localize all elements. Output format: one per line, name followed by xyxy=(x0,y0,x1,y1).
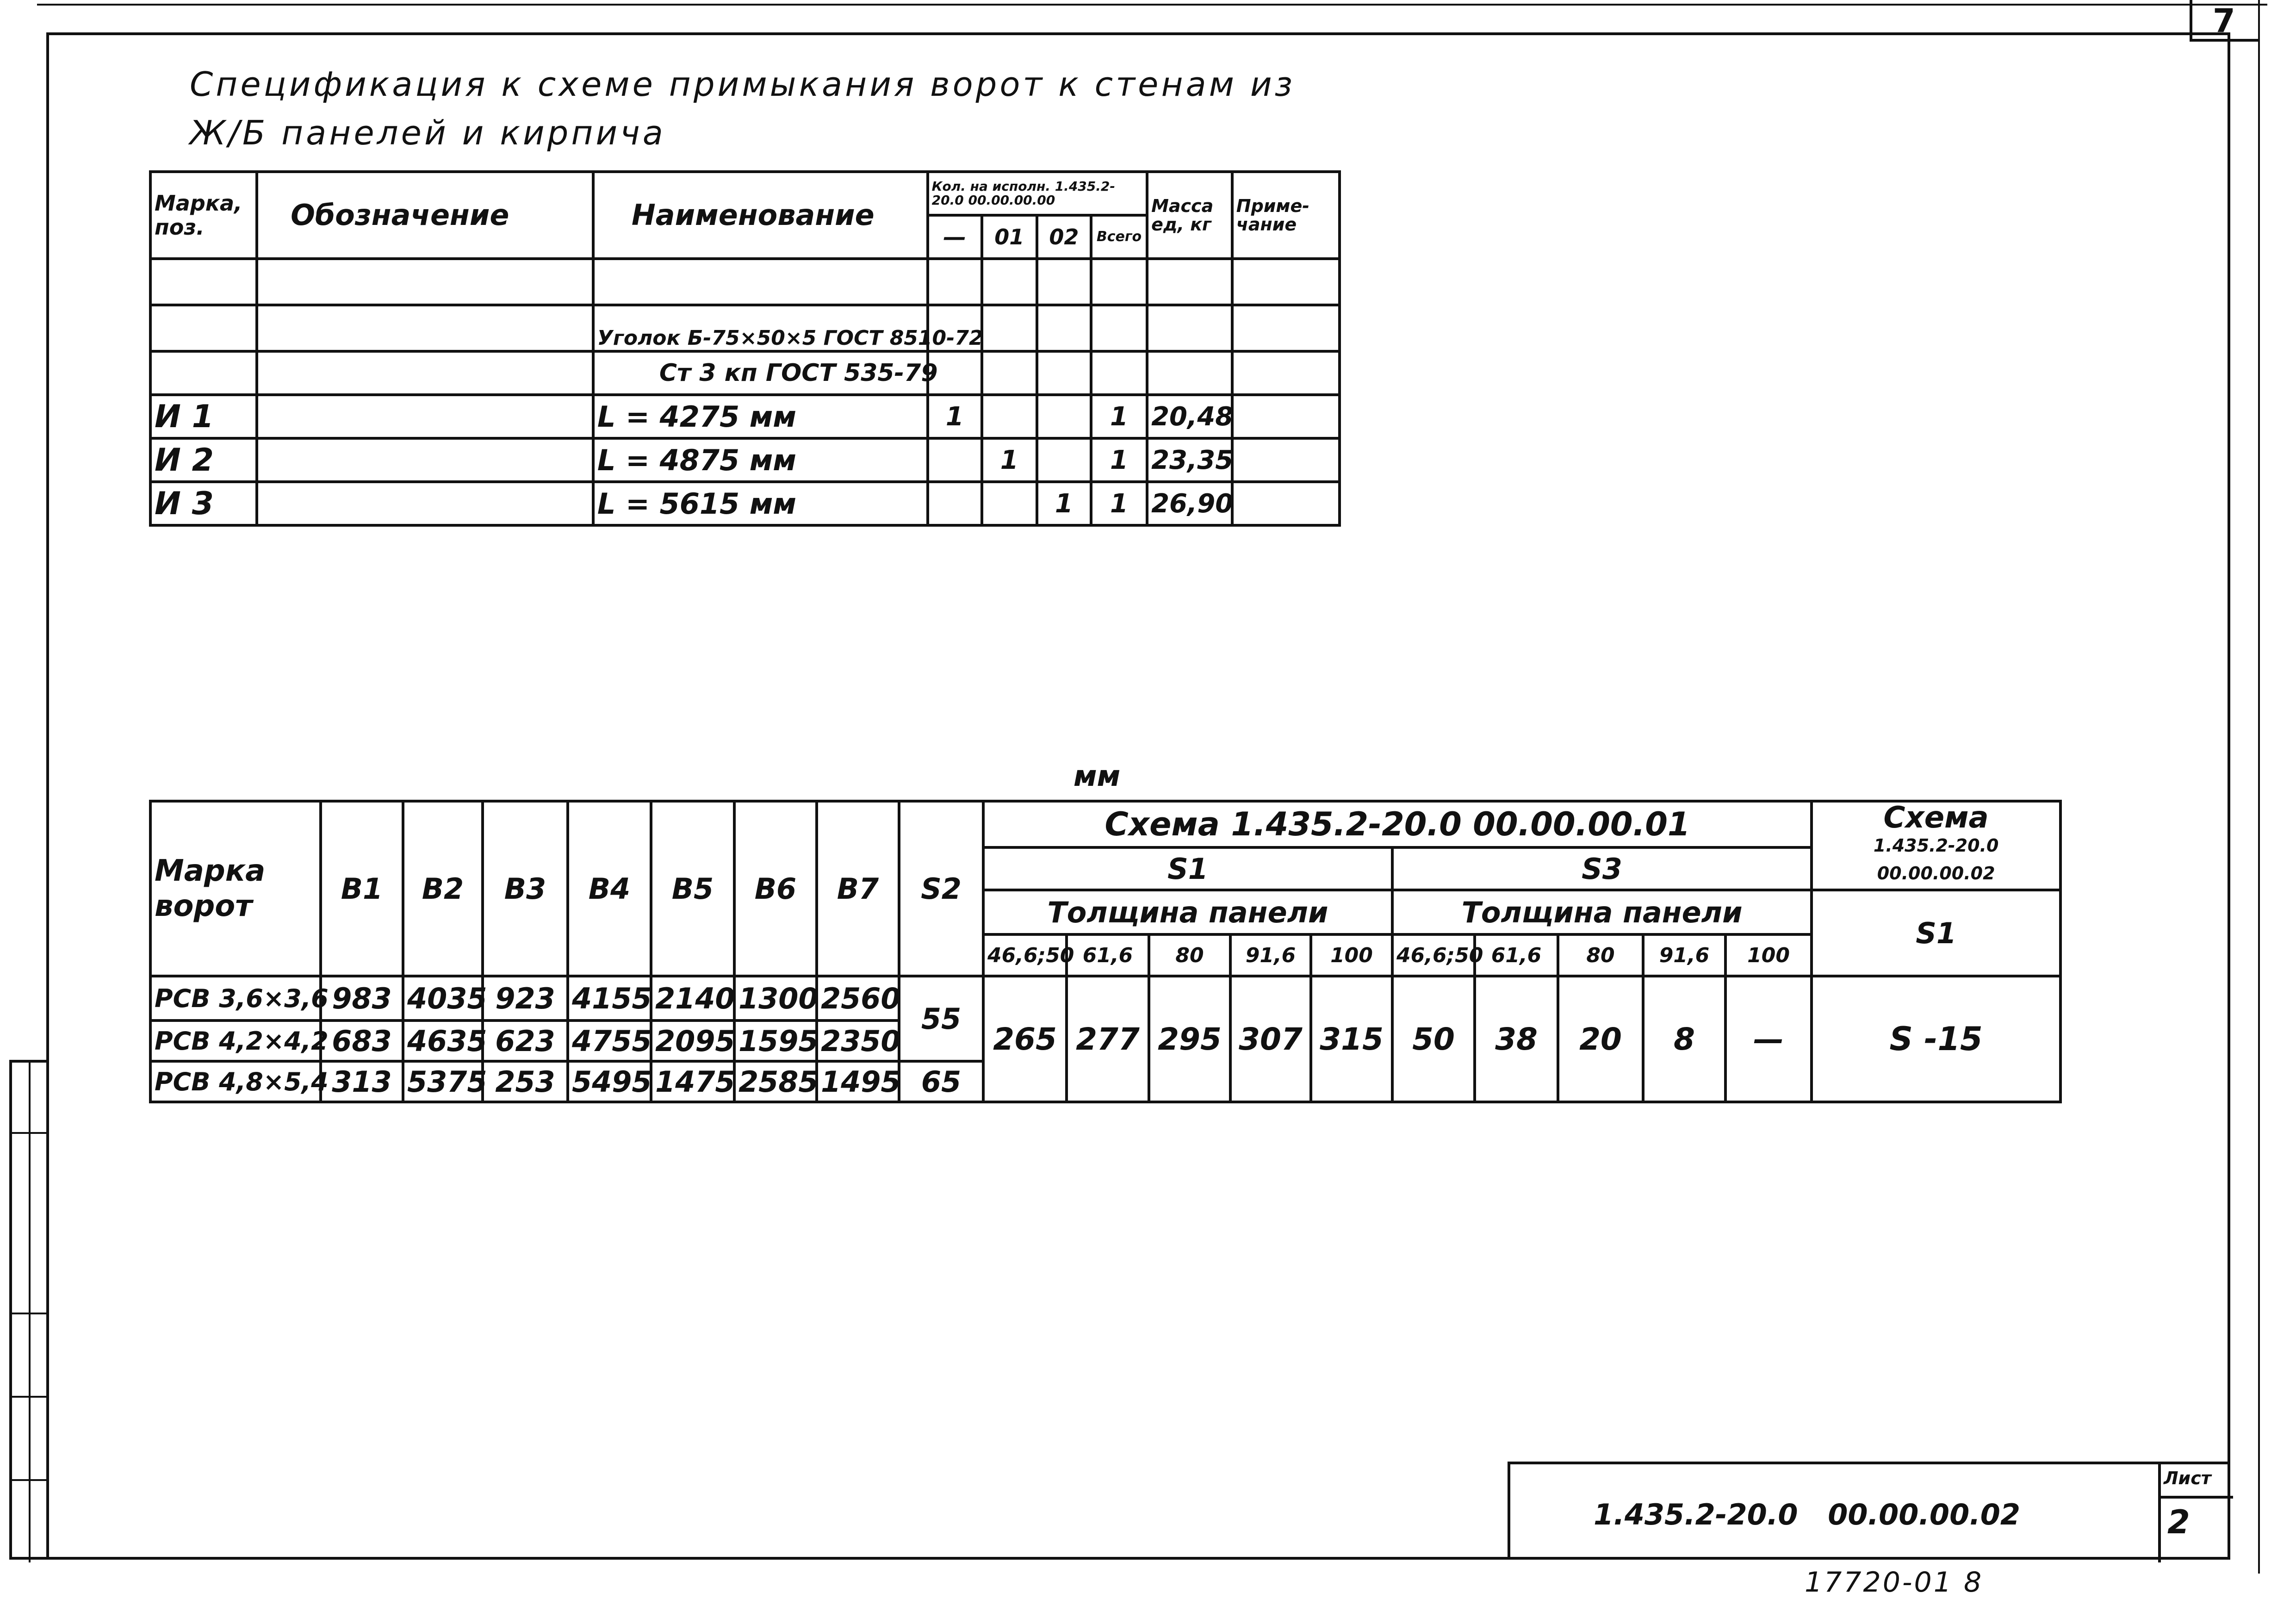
spec-row-material xyxy=(150,305,1340,351)
spec-title-line2: Ж/Б панелей и кирпича xyxy=(190,113,666,152)
gate-b4: 4755 xyxy=(568,1020,651,1061)
col-header-qty-0: — xyxy=(928,215,982,259)
row-mark: И 3 xyxy=(150,482,257,525)
scheme2-code: 1.435.2-20.0 00.00.00.02 xyxy=(1873,835,1999,884)
specification-table xyxy=(149,170,1341,527)
material-line1: Уголок Б-75×50×5 ГОСТ 8510-72 xyxy=(593,305,928,351)
gate-b6: 1300 xyxy=(734,976,817,1020)
row-name: L = 4275 мм xyxy=(593,395,928,438)
s3-value: — xyxy=(1725,976,1812,1102)
row-qty-0 xyxy=(928,438,982,482)
gate-b7: 1495 xyxy=(817,1061,899,1102)
gate-b1: 683 xyxy=(321,1020,403,1061)
gate-table-unit: мм xyxy=(1074,759,1121,793)
s1-value: 295 xyxy=(1149,976,1230,1102)
col-header-thickness-s1: Толщина панели xyxy=(983,890,1392,934)
thickness-s1: 100 xyxy=(1311,934,1392,976)
col-header-scheme2-s1: S1 xyxy=(1812,890,2060,976)
spec-row-material-grade xyxy=(150,351,1340,395)
material-line2: Ст 3 кп ГОСТ 535-79 xyxy=(593,351,928,395)
gate-b6: 1595 xyxy=(734,1020,817,1061)
gate-b3: 923 xyxy=(483,976,568,1020)
gate-s2-value: 65 xyxy=(899,1061,983,1102)
thickness-s1: 61,6 xyxy=(1067,934,1149,976)
binding-divider xyxy=(12,1479,49,1481)
gate-b1: 983 xyxy=(321,976,403,1020)
col-header-s2: S2 xyxy=(899,801,983,976)
title-block xyxy=(1508,1462,2230,1560)
col-header-mass: Масса ед, кг xyxy=(1147,172,1232,259)
row-mass: 26,90 xyxy=(1147,482,1232,525)
col-header-qty-1: 01 xyxy=(982,215,1037,259)
sheet-number: 2 xyxy=(2167,1503,2190,1541)
col-header-s1: S1 xyxy=(983,847,1392,890)
gate-b4: 4155 xyxy=(568,976,651,1020)
row-mark: И 1 xyxy=(150,395,257,438)
gate-b3: 623 xyxy=(483,1020,568,1061)
spec-row xyxy=(150,438,1340,482)
s1-value: 315 xyxy=(1311,976,1392,1102)
spec-row-empty xyxy=(150,259,1340,305)
s1-value: 265 xyxy=(983,976,1067,1102)
s1-value: 277 xyxy=(1067,976,1149,1102)
scheme2-label: Схема xyxy=(1883,801,1989,835)
col-header-mark: Марка, поз. xyxy=(150,172,257,259)
row-name: L = 4875 мм xyxy=(593,438,928,482)
scheme2-value: S -15 xyxy=(1812,976,2060,1102)
s1-value: 307 xyxy=(1230,976,1311,1102)
col-header-qty-total: Всего xyxy=(1091,215,1147,259)
inventory-number: 17720-01 8 xyxy=(1805,1566,1984,1599)
right-edge-line xyxy=(2258,0,2260,1574)
s3-value: 50 xyxy=(1392,976,1475,1102)
binding-strip xyxy=(9,1060,46,1560)
col-header-note: Приме- чание xyxy=(1232,172,1340,259)
top-edge-line xyxy=(37,4,2267,6)
gate-dimensions-table xyxy=(149,800,2062,1103)
row-qty-total: 1 xyxy=(1091,482,1147,525)
col-header-b7: В7 xyxy=(817,801,899,976)
col-header-designation: Обозначение xyxy=(257,172,593,259)
col-header-b4: В4 xyxy=(568,801,651,976)
thickness-s1: 46,6;50 xyxy=(983,934,1067,976)
gate-b5: 2140 xyxy=(651,976,734,1020)
col-header-b5: В5 xyxy=(651,801,734,976)
page-number-box xyxy=(2190,0,2258,42)
gate-mark: РСВ 3,6×3,6 xyxy=(150,976,321,1020)
gate-b6: 2585 xyxy=(734,1061,817,1102)
col-header-qty-2: 02 xyxy=(1037,215,1091,259)
gate-b7: 2560 xyxy=(817,976,899,1020)
gate-b2: 4635 xyxy=(403,1020,483,1061)
binding-divider xyxy=(29,1063,31,1562)
sheet-label: Лист xyxy=(2164,1468,2211,1488)
page-number: 7 xyxy=(2213,2,2235,40)
row-qty-1 xyxy=(982,482,1037,525)
col-header-scheme1: Схема 1.435.2-20.0 00.00.00.01 xyxy=(983,801,1812,847)
col-header-thickness-s3: Толщина панели xyxy=(1392,890,1812,934)
gate-b3: 253 xyxy=(483,1061,568,1102)
row-mark: И 2 xyxy=(150,438,257,482)
thickness-s3: 100 xyxy=(1725,934,1812,976)
col-header-name: Наименование xyxy=(593,172,928,259)
col-header-b2: В2 xyxy=(403,801,483,976)
row-qty-0: 1 xyxy=(928,395,982,438)
gate-mark: РСВ 4,2×4,2 xyxy=(150,1020,321,1061)
gate-b4: 5495 xyxy=(568,1061,651,1102)
row-qty-2 xyxy=(1037,395,1091,438)
document-code: 1.435.2-20.0 00.00.00.02 xyxy=(1594,1498,2021,1531)
thickness-s1: 80 xyxy=(1149,934,1230,976)
binding-divider xyxy=(12,1132,49,1134)
col-header-b1: В1 xyxy=(321,801,403,976)
thickness-s3: 61,6 xyxy=(1475,934,1558,976)
col-header-s3: S3 xyxy=(1392,847,1812,890)
row-name: L = 5615 мм xyxy=(593,482,928,525)
s3-value: 8 xyxy=(1643,976,1725,1102)
spec-title-line1: Спецификация к схеме примыкания ворот к стенам из xyxy=(190,65,1295,104)
gate-b5: 1475 xyxy=(651,1061,734,1102)
col-header-b3: В3 xyxy=(483,801,568,976)
row-qty-2: 1 xyxy=(1037,482,1091,525)
gate-b1: 313 xyxy=(321,1061,403,1102)
row-qty-1 xyxy=(982,395,1037,438)
col-header-qty-group: Кол. на исполн. 1.435.2-20.0 00.00.00.00 xyxy=(928,172,1147,215)
col-header-scheme2 xyxy=(1812,801,2060,890)
thickness-s3: 46,6;50 xyxy=(1392,934,1475,976)
row-qty-0 xyxy=(928,482,982,525)
spec-row xyxy=(150,395,1340,438)
col-header-gate-mark: Марка ворот xyxy=(150,801,321,976)
gate-b2: 4035 xyxy=(403,976,483,1020)
thickness-s3: 80 xyxy=(1558,934,1643,976)
gate-b7: 2350 xyxy=(817,1020,899,1061)
binding-divider xyxy=(12,1396,49,1398)
row-qty-total: 1 xyxy=(1091,438,1147,482)
row-mass: 20,48 xyxy=(1147,395,1232,438)
s3-value: 20 xyxy=(1558,976,1643,1102)
gate-row xyxy=(150,976,2060,1020)
spec-row xyxy=(150,482,1340,525)
sheet-cell-divider xyxy=(2158,1496,2233,1499)
sheet-cell-divider xyxy=(2158,1464,2161,1562)
row-qty-1: 1 xyxy=(982,438,1037,482)
binding-divider xyxy=(12,1313,49,1314)
thickness-s1: 91,6 xyxy=(1230,934,1311,976)
row-mass: 23,35 xyxy=(1147,438,1232,482)
row-qty-2 xyxy=(1037,438,1091,482)
row-qty-total: 1 xyxy=(1091,395,1147,438)
s3-value: 38 xyxy=(1475,976,1558,1102)
gate-s2-value: 55 xyxy=(899,976,983,1061)
gate-mark: РСВ 4,8×5,4 xyxy=(150,1061,321,1102)
thickness-s3: 91,6 xyxy=(1643,934,1725,976)
gate-b5: 2095 xyxy=(651,1020,734,1061)
gate-b2: 5375 xyxy=(403,1061,483,1102)
col-header-b6: В6 xyxy=(734,801,817,976)
